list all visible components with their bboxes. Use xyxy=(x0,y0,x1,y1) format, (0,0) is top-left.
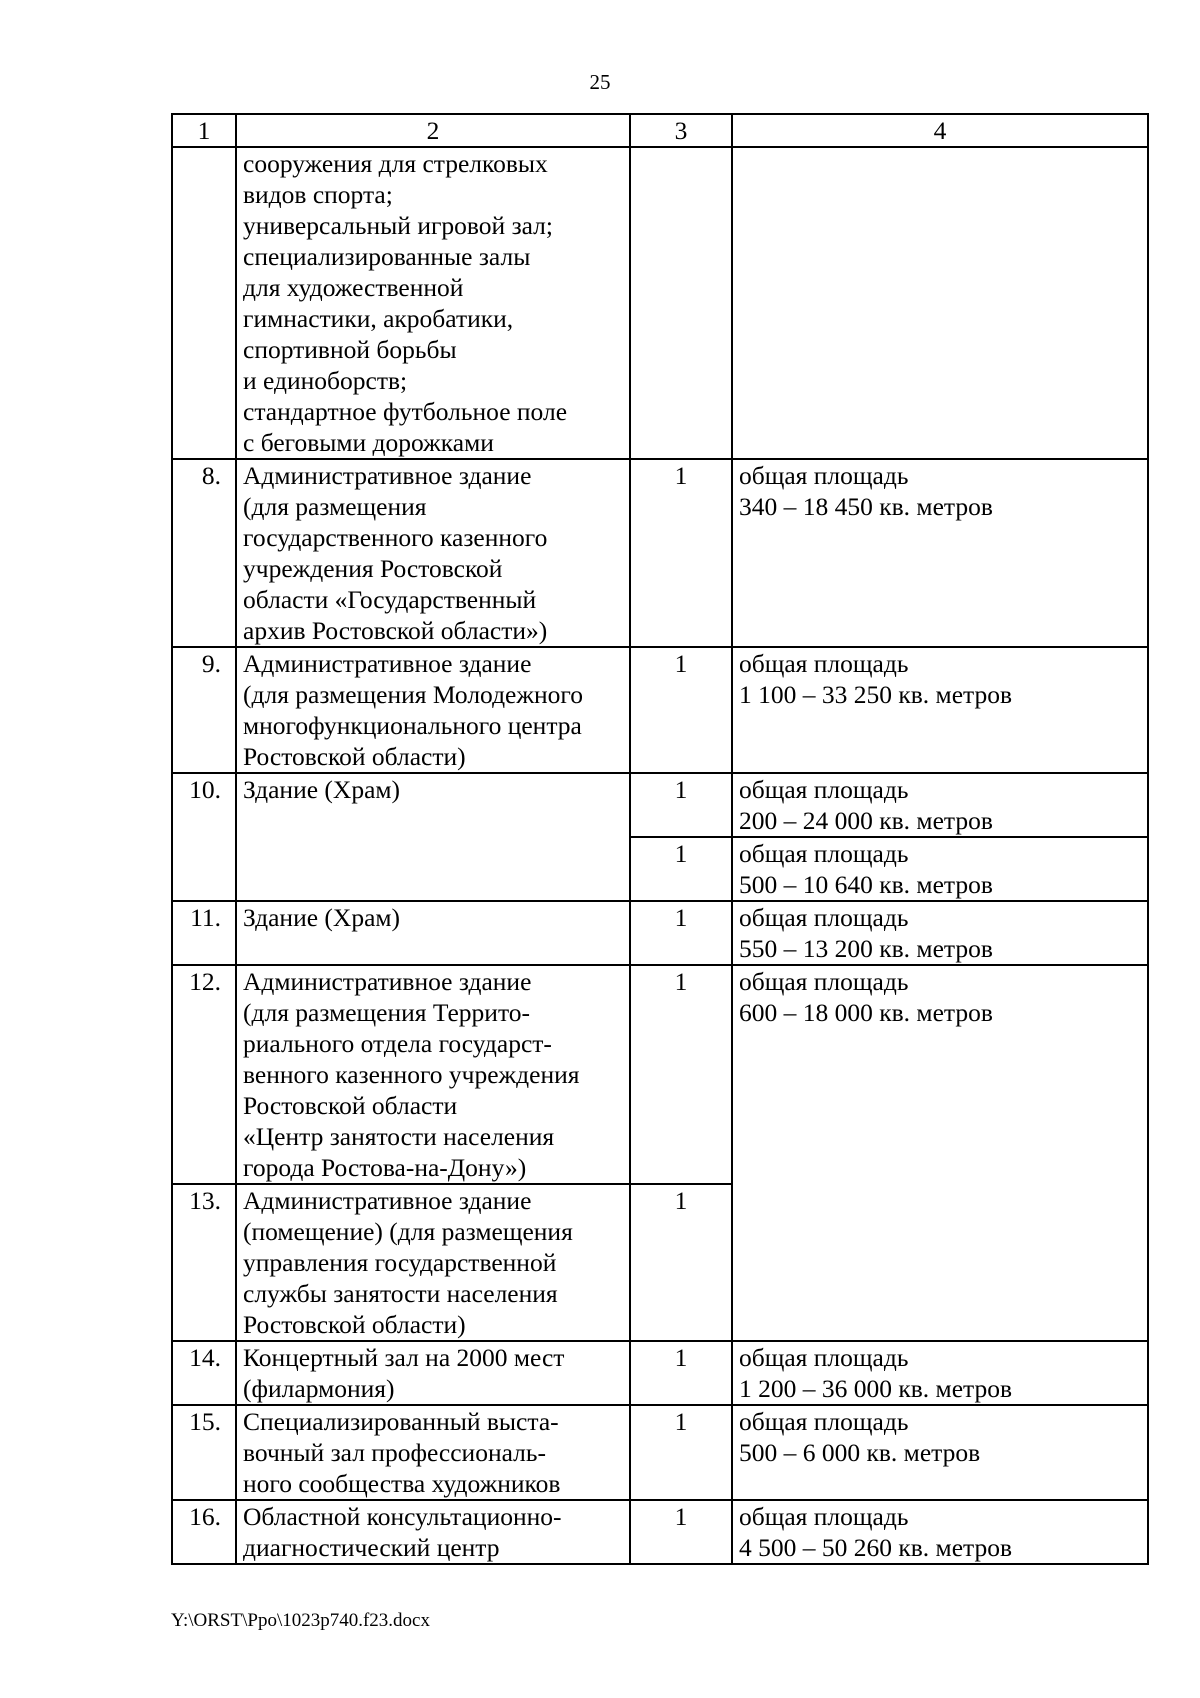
object-quantity: 1 xyxy=(630,773,732,837)
object-name: Административное здание (для размещения государственного казенного учреждения Ростовской области «Государственный архив Ростовской области») xyxy=(236,459,630,647)
row-number: 15. xyxy=(172,1405,236,1500)
object-area: общая площадь 500 – 6 000 кв. метров xyxy=(732,1405,1148,1500)
table-row xyxy=(172,965,1148,1184)
table-row xyxy=(172,901,1148,965)
object-name: Концертный зал на 2000 мест (филармония) xyxy=(236,1341,630,1405)
table-row xyxy=(172,1500,1148,1564)
object-quantity: 1 xyxy=(630,1500,732,1564)
object-area: общая площадь 200 – 24 000 кв. метров xyxy=(732,773,1148,837)
object-area: общая площадь 1 200 – 36 000 кв. метров xyxy=(732,1341,1148,1405)
object-quantity: 1 xyxy=(630,647,732,773)
table-row xyxy=(172,1341,1148,1405)
page-number: 25 xyxy=(589,70,611,94)
object-name: Здание (Храм) xyxy=(236,773,630,901)
header-col-4: 4 xyxy=(732,114,1148,147)
object-name: Здание (Храм) xyxy=(236,901,630,965)
row-number: 14. xyxy=(172,1341,236,1405)
object-area: общая площадь 1 100 – 33 250 кв. метров xyxy=(732,647,1148,773)
row-number: 11. xyxy=(172,901,236,965)
object-name: Областной консультационно- диагностический центр xyxy=(236,1500,630,1564)
object-name: сооружения для стрелковых видов спорта; универсальный игровой зал; специализированные залы для художественной гимнастики, акробатики, спортивной борьбы и единоборств; стандартное футбольное поле с беговыми дорожками xyxy=(236,147,630,459)
row-number xyxy=(172,147,236,459)
row-number: 10. xyxy=(172,773,236,901)
object-quantity: 1 xyxy=(630,459,732,647)
object-name: Административное здание (для размещения Молодежного многофункционального центра Ростовской области) xyxy=(236,647,630,773)
table-row xyxy=(172,1405,1148,1500)
object-quantity: 1 xyxy=(630,965,732,1184)
file-path-footer: Y:\ORST\Ppo\1023p740.f23.docx xyxy=(171,1610,430,1631)
row-number: 13. xyxy=(172,1184,236,1341)
object-quantity xyxy=(630,147,732,459)
header-col-2: 2 xyxy=(236,114,630,147)
object-area: общая площадь 550 – 13 200 кв. метров xyxy=(732,901,1148,965)
row-number: 9. xyxy=(172,647,236,773)
objects-table xyxy=(171,113,1149,1565)
object-quantity: 1 xyxy=(630,837,732,901)
object-name: Специализированный выста- вочный зал профессиональ- ного сообщества художников xyxy=(236,1405,630,1500)
object-area: общая площадь 600 – 18 000 кв. метров xyxy=(732,965,1148,1341)
object-name: Административное здание (помещение) (для размещения управления государственной службы занятости населения Ростовской области) xyxy=(236,1184,630,1341)
header-col-1: 1 xyxy=(172,114,236,147)
table-row xyxy=(172,147,1148,459)
row-number: 8. xyxy=(172,459,236,647)
table-row xyxy=(172,647,1148,773)
table-header-row xyxy=(172,114,1148,147)
row-number: 12. xyxy=(172,965,236,1184)
table-row xyxy=(172,773,1148,837)
object-quantity: 1 xyxy=(630,1184,732,1341)
object-area: общая площадь 500 – 10 640 кв. метров xyxy=(732,837,1148,901)
object-area: общая площадь 340 – 18 450 кв. метров xyxy=(732,459,1148,647)
object-name: Административное здание (для размещения Террито- риального отдела государст- венного казенного учреждения Ростовской области «Центр занятости населения города Ростова-на-Дону») xyxy=(236,965,630,1184)
object-quantity: 1 xyxy=(630,1405,732,1500)
object-quantity: 1 xyxy=(630,1341,732,1405)
row-number: 16. xyxy=(172,1500,236,1564)
table-row xyxy=(172,459,1148,647)
object-area xyxy=(732,147,1148,459)
object-quantity: 1 xyxy=(630,901,732,965)
object-area: общая площадь 4 500 – 50 260 кв. метров xyxy=(732,1500,1148,1564)
header-col-3: 3 xyxy=(630,114,732,147)
